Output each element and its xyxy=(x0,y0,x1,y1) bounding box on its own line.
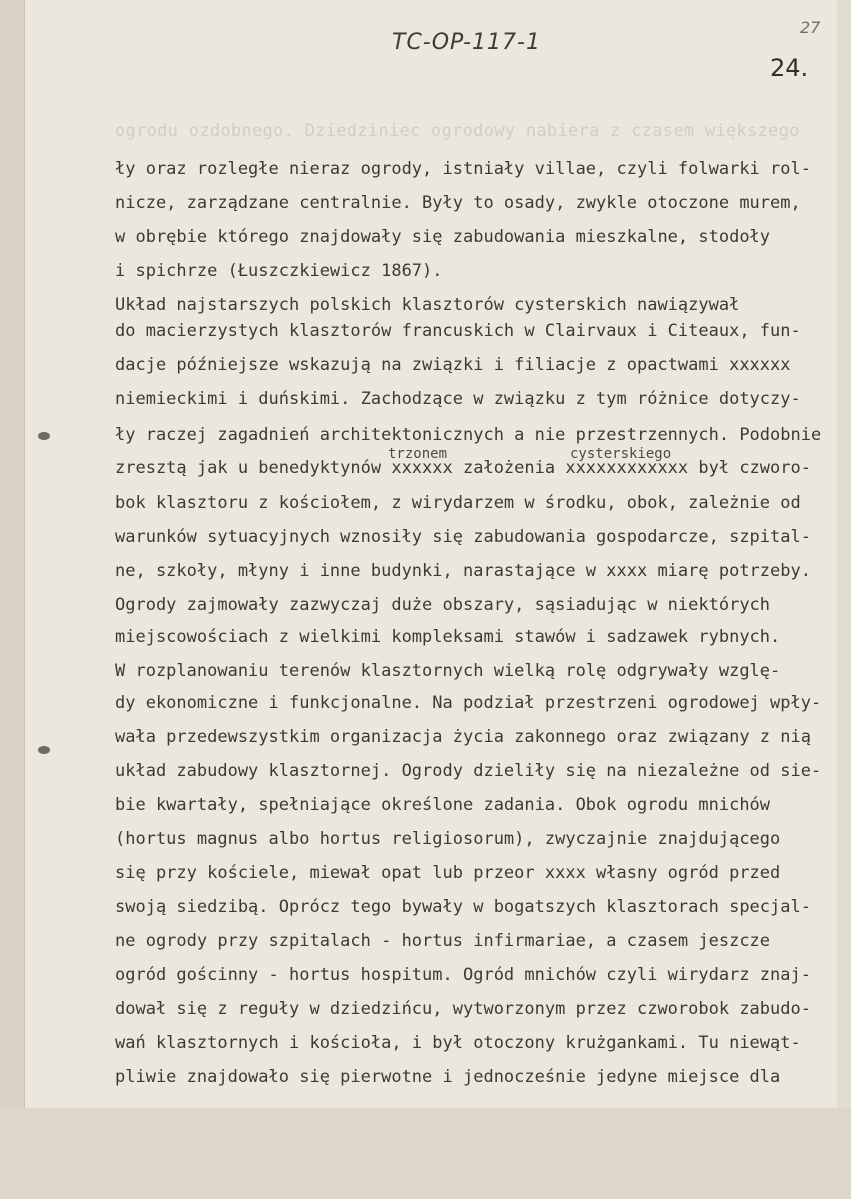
page-number: 24. xyxy=(770,54,809,82)
text-line: bie kwartały, spełniające określone zadania. Obok ogrodu mnichów xyxy=(115,795,771,815)
text-line: zresztą jak u benedyktynów xxxxxx założenia xxxxxxxxxxxx był czworo- xyxy=(115,458,811,478)
inserted-word-trzonem: trzonem xyxy=(388,446,448,462)
text-line: niemieckimi i duńskimi. Zachodzące w związku z tym różnice dotyczy- xyxy=(115,389,801,409)
text-line: się przy kościele, miewał opat lub przeor xxxx własny ogród przed xyxy=(115,863,781,883)
page-left-edge xyxy=(0,0,25,1199)
page-bottom-fold xyxy=(0,1108,851,1199)
text-line: W rozplanowaniu terenów klasztornych wielką rolę odgrywały wzglę- xyxy=(115,661,781,681)
text-line: ne ogrody przy szpitalach - hortus infirmariae, a czasem jeszcze xyxy=(115,931,771,951)
text-line: do macierzystych klasztorów francuskich w Clairvaux i Citeaux, fun- xyxy=(115,321,801,341)
text-line: bok klasztoru z kościołem, z wirydarzem w środku, obok, zależnie od xyxy=(115,493,801,513)
text-line: nicze, zarządzane centralnie. Były to osady, zwykle otoczone murem, xyxy=(115,193,801,213)
faded-carbon-line: ogrodu ozdobnego. Dziedziniec ogrodowy nabiera z czasem większego xyxy=(115,121,800,141)
text-line: ły raczej zagadnień architektonicznych a nie przestrzennych. Podobnie xyxy=(115,425,822,445)
text-line: układ zabudowy klasztornej. Ogrody dzieliły się na niezależne od sie- xyxy=(115,761,822,781)
text-line: miejscowościach z wielkimi kompleksami stawów i sadzawek rybnych. xyxy=(115,627,781,647)
pencil-folio-number: 27 xyxy=(800,18,821,37)
text-line: w obrębie którego znajdowały się zabudowania mieszkalne, stodoły xyxy=(115,227,771,247)
text-line: warunków sytuacyjnych wznosiły się zabudowania gospodarcze, szpital- xyxy=(115,527,811,547)
text-line: dował się z reguły w dziedzińcu, wytworzonym przez czworobok zabudo- xyxy=(115,999,811,1019)
text-line: (hortus magnus albo hortus religiosorum), zwyczajnie znajdującego xyxy=(115,829,781,849)
text-line: ne, szkoły, młyny i inne budynki, narastające w xxxx miarę potrzeby. xyxy=(115,561,811,581)
inserted-word-cysterskiego: cysterskiego xyxy=(570,446,672,462)
text-line: dy ekonomiczne i funkcjonalne. Na podział przestrzeni ogrodowej wpły- xyxy=(115,693,822,713)
text-line: Układ najstarszych polskich klasztorów cysterskich nawiązywał xyxy=(115,295,740,315)
punch-hole xyxy=(38,746,50,754)
punch-hole xyxy=(38,432,50,440)
archive-code: TC-OP-117-1 xyxy=(392,30,541,55)
text-line: ły oraz rozległe nieraz ogrody, istniały villae, czyli folwarki rol- xyxy=(115,159,811,179)
text-line: swoją siedzibą. Oprócz tego bywały w bogatszych klasztorach specjal- xyxy=(115,897,811,917)
text-line: ogród gościnny - hortus hospitum. Ogród mnichów czyli wirydarz znaj- xyxy=(115,965,811,985)
text-line: wała przedewszystkim organizacja życia zakonnego oraz związany z nią xyxy=(115,727,811,747)
text-line: i spichrze (Łuszczkiewicz 1867). xyxy=(115,261,443,281)
text-line: dacje późniejsze wskazują na związki i filiacje z opactwami xxxxxx xyxy=(115,355,791,375)
text-line: Ogrody zajmowały zazwyczaj duże obszary, sąsiadując w niektórych xyxy=(115,595,771,615)
text-line: pliwie znajdowało się pierwotne i jednocześnie jedyne miejsce dla xyxy=(115,1067,781,1087)
text-line: wań klasztornych i kościoła, i był otoczony krużgankami. Tu niewąt- xyxy=(115,1033,801,1053)
page-right-edge xyxy=(837,0,851,1199)
